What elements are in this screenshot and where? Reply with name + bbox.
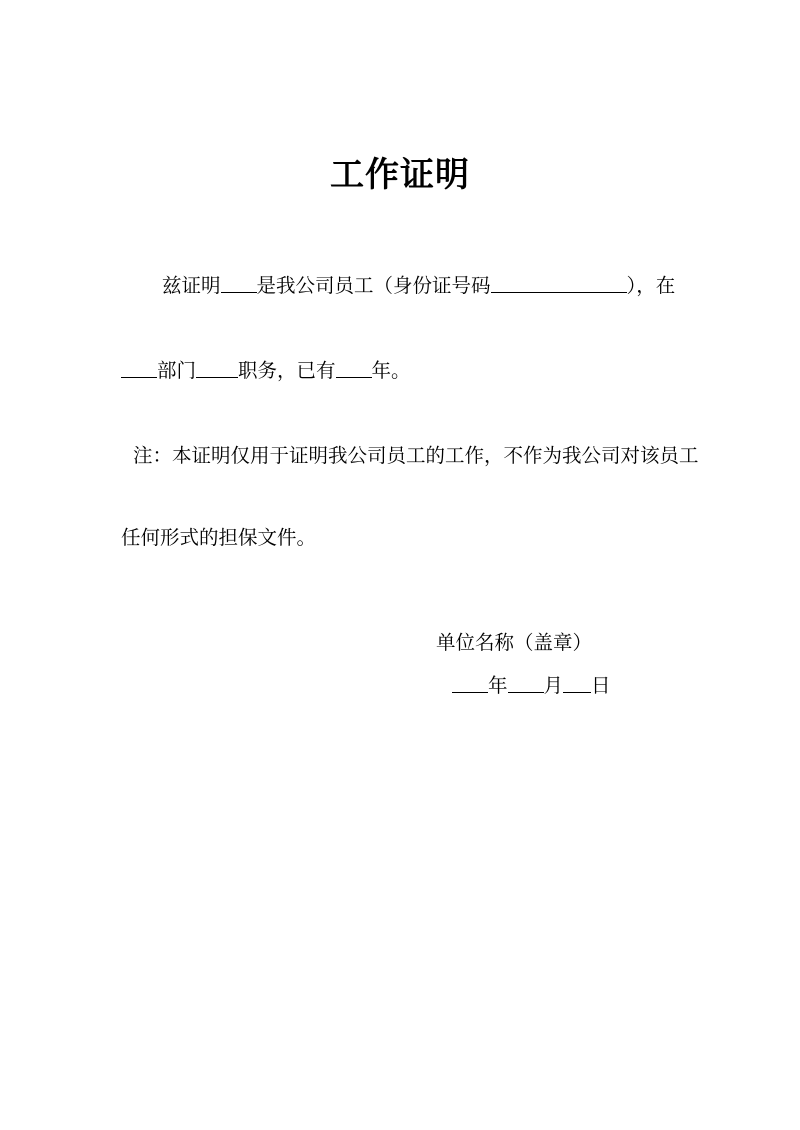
id-number-blank[interactable] (491, 272, 627, 293)
year-blank[interactable] (452, 672, 488, 693)
years-blank[interactable] (336, 357, 372, 378)
position-blank[interactable] (196, 357, 238, 378)
unit-name-label: 单位名称（盖章） (436, 631, 593, 654)
department-blank[interactable] (121, 357, 157, 378)
note-line-2: 任何形式的担保文件。 (121, 526, 317, 549)
text-fragment: 年。 (371, 359, 411, 382)
day-blank[interactable] (563, 672, 591, 693)
month-label: 月 (543, 674, 564, 697)
date-line (452, 672, 611, 700)
text-fragment: 兹证明 (162, 274, 221, 297)
text-fragment: 职务，已有 (238, 359, 336, 382)
text-fragment: 是我公司员工（身份证号码 (256, 274, 491, 297)
text-fragment: ），在 (626, 274, 676, 297)
body-line-1 (162, 272, 675, 300)
note-line-1: 注：本证明仅用于证明我公司员工的工作，不作为我公司对该员工 (133, 444, 699, 467)
page-title: 工作证明 (330, 155, 470, 195)
body-line-2 (121, 357, 411, 385)
name-blank[interactable] (221, 272, 257, 293)
day-label: 日 (591, 674, 611, 697)
text-fragment: 部门 (157, 359, 197, 382)
year-label: 年 (488, 674, 508, 697)
month-blank[interactable] (508, 672, 544, 693)
